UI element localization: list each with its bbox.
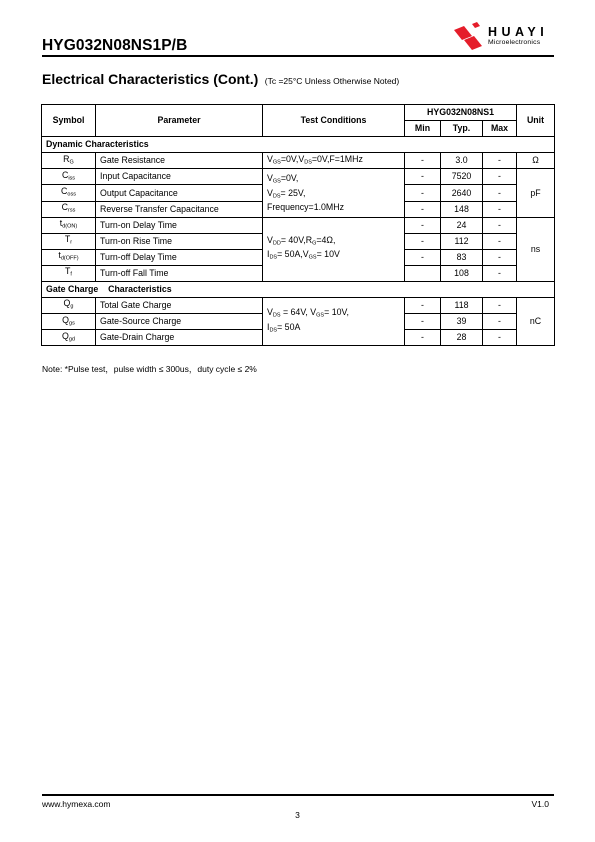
table-row xyxy=(42,217,555,233)
table-row xyxy=(42,153,555,169)
unit-header: Unit xyxy=(517,105,555,137)
test-conditions-header: Test Conditions xyxy=(263,105,405,137)
symbol-cell: $C_{oss}$ xyxy=(42,185,96,201)
typ-cell: 39 xyxy=(441,314,483,330)
header-rule xyxy=(42,55,554,57)
parameter-cell: Total Gate Charge xyxy=(96,298,263,314)
max-cell: - xyxy=(483,185,517,201)
min-cell: - xyxy=(405,185,441,201)
typ-cell: 83 xyxy=(441,249,483,265)
symbol-cell: $T_f$ xyxy=(42,265,96,281)
max-cell: - xyxy=(483,169,517,185)
section-heading xyxy=(42,71,399,89)
symbol-cell: $Q_{gd}$ xyxy=(42,330,96,346)
footer-rule xyxy=(42,794,554,796)
huayi-logo-icon xyxy=(452,22,484,52)
table-row xyxy=(42,169,555,185)
max-cell: - xyxy=(483,265,517,281)
symbol-cell: $C_{rss}$ xyxy=(42,201,96,217)
max-header: Max xyxy=(483,121,517,137)
max-cell: - xyxy=(483,153,517,169)
typ-cell: 3.0 xyxy=(441,153,483,169)
min-cell: - xyxy=(405,298,441,314)
parameter-cell: Turn-off Fall Time xyxy=(96,265,263,281)
parameter-cell: Reverse Transfer Capacitance xyxy=(96,201,263,217)
parameter-cell: Gate-Drain Charge xyxy=(96,330,263,346)
max-cell: - xyxy=(483,298,517,314)
typ-cell: 108 xyxy=(441,265,483,281)
max-cell: - xyxy=(483,314,517,330)
footer-version: V1.0 xyxy=(531,799,549,809)
typ-cell: 2640 xyxy=(441,185,483,201)
parameter-cell: Output Capacitance xyxy=(96,185,263,201)
condition-note: (Tc =25°C Unless Otherwise Noted) xyxy=(264,76,400,86)
max-cell: - xyxy=(483,330,517,346)
company-logo xyxy=(452,22,556,52)
unit-cell: pF xyxy=(517,169,555,217)
typ-cell: 118 xyxy=(441,298,483,314)
typ-header: Typ. xyxy=(441,121,483,137)
test-conditions-cell: $V_{GS}=0V$, $V_{DS}= 25V$, Frequency=1.0MHz xyxy=(263,169,405,217)
parameter-header: Parameter xyxy=(96,105,263,137)
typ-cell: 148 xyxy=(441,201,483,217)
max-cell: - xyxy=(483,201,517,217)
unit-cell: nC xyxy=(517,298,555,346)
symbol-cell: $R_G$ xyxy=(42,153,96,169)
typ-cell: 24 xyxy=(441,217,483,233)
table-header-row xyxy=(42,105,555,121)
section-title: Electrical Characteristics (Cont.) xyxy=(42,71,259,87)
symbol-cell: $C_{iss}$ xyxy=(42,169,96,185)
parameter-cell: Turn-on Rise Time xyxy=(96,233,263,249)
section-label-dynamic: Dynamic Characteristics xyxy=(42,137,555,153)
section-row-dynamic xyxy=(42,137,555,153)
min-cell: - xyxy=(405,201,441,217)
device-header: HYG032N08NS1 xyxy=(405,105,517,121)
min-cell: - xyxy=(405,330,441,346)
min-cell: - xyxy=(405,233,441,249)
symbol-cell: $Q_{gs}$ xyxy=(42,314,96,330)
max-cell: - xyxy=(483,233,517,249)
symbol-cell: $t_{d(ON)}$ xyxy=(42,217,96,233)
min-cell: - xyxy=(405,153,441,169)
min-cell: - xyxy=(405,249,441,265)
parameter-cell: Gate-Source Charge xyxy=(96,314,263,330)
parameter-cell: Turn-on Delay Time xyxy=(96,217,263,233)
typ-cell: 28 xyxy=(441,330,483,346)
symbol-header: Symbol xyxy=(42,105,96,137)
logo-name: HUAYI xyxy=(488,25,549,39)
part-number-title: HYG032N08NS1P/B xyxy=(42,37,188,54)
max-cell: - xyxy=(483,217,517,233)
footer-url[interactable]: www.hymexa.com xyxy=(42,799,111,809)
min-header: Min xyxy=(405,121,441,137)
section-row-gate-charge xyxy=(42,282,555,298)
pulse-test-note: Note: *Pulse test，pulse width ≤ 300us，duty cycle ≤ 2% xyxy=(42,364,257,374)
symbol-cell: $Q_g$ xyxy=(42,298,96,314)
max-cell: - xyxy=(483,249,517,265)
symbol-cell: $T_r$ xyxy=(42,233,96,249)
unit-cell: ns xyxy=(517,217,555,281)
page-number: 3 xyxy=(295,810,300,820)
test-conditions-cell: $V_{DD}= 40V,R_G=4\Omega$, $I_{DS}= 50A,V_{GS}= 10V$ xyxy=(263,217,405,281)
typ-cell: 7520 xyxy=(441,169,483,185)
section-label-gate-charge: Gate Charge Characteristics xyxy=(42,282,555,298)
min-cell xyxy=(405,265,441,281)
parameter-cell: Input Capacitance xyxy=(96,169,263,185)
test-conditions-cell: $V_{GS}=0V,V_{DS}=0V,F=1MHz$ xyxy=(263,153,405,169)
parameter-cell: Gate Resistance xyxy=(96,153,263,169)
min-cell: - xyxy=(405,169,441,185)
table-row xyxy=(42,298,555,314)
typ-cell: 112 xyxy=(441,233,483,249)
unit-cell: Ω xyxy=(517,153,555,169)
min-cell: - xyxy=(405,217,441,233)
parameter-cell: Turn-off Delay Time xyxy=(96,249,263,265)
min-cell: - xyxy=(405,314,441,330)
logo-subtext: Microelectronics xyxy=(488,39,541,46)
electrical-characteristics-table xyxy=(41,104,555,346)
symbol-cell: $t_{d(OFF)}$ xyxy=(42,249,96,265)
test-conditions-cell: $V_{DS} = 64V$, $V_{GS}= 10V$, $I_{DS}= 50A$ xyxy=(263,298,405,346)
